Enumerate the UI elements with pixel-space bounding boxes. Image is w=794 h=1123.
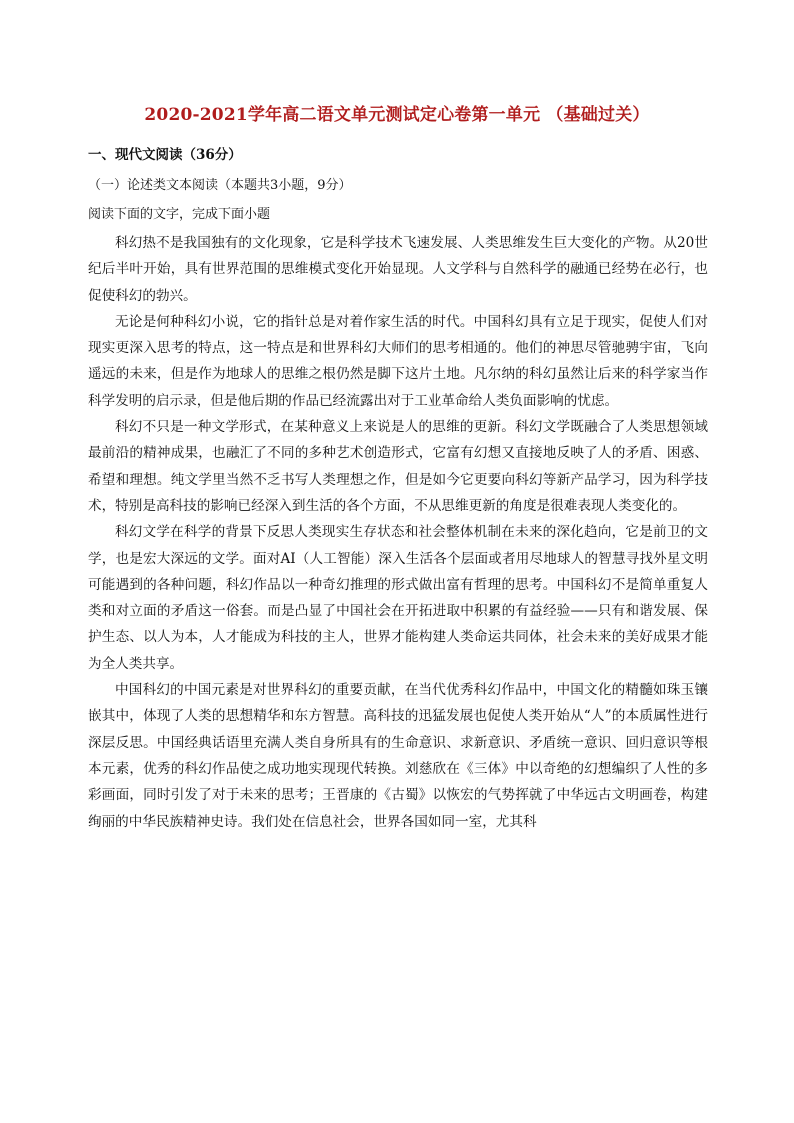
paragraph: 无论是何种科幻小说，它的指针总是对着作家生活的时代。中国科幻具有立足于现实，促使人们对现实更深入思考的特点，这一特点是和世界科幻大师们的思考相通的。他们的神思尽管驰骋宇宙，飞向遥远的未来，但是作为地球人的思维之根仍然是脚下这片土地。凡尔纳的科幻虽然让后来的科学家当作科学发明的启示录，但是他后期的作品已经流露出对于工业革命给人类负面影响的忧虑。 <box>88 313 708 409</box>
document-title: 2020-2021学年高二语文单元测试定心卷第一单元 （基础过关） <box>144 105 650 125</box>
paragraph: 科幻热不是我国独有的文化现象，它是科学技术飞速发展、人类思维发生巨大变化的产物。从20世纪后半叶开始，具有世界范围的思维模式变化开始显现。人文学科与自然科学的融通已经势在必行，也促使科幻的勃兴。 <box>88 235 708 304</box>
reading-instruction: 阅读下面的文字，完成下面小题 <box>88 207 271 222</box>
article-body <box>88 230 708 835</box>
sub-heading: （一）论述类文本阅读（本题共3小题，9分） <box>88 178 352 193</box>
section-heading: 一、现代文阅读（36分） <box>88 147 242 163</box>
paragraph: 科幻文学在科学的背景下反思人类现实生存状态和社会整体机制在未来的深化趋向，它是前卫的文学，也是宏大深远的文学。面对AI（人工智能）深入生活各个层面或者用尽地球人的智慧寻找外星文明可能遇到的各种问题，科幻作品以一种奇幻推理的形式做出富有哲理的思考。中国科幻不是简单重复人类和对立面的矛盾这一俗套。而是凸显了中国社会在开拓进取中积累的有益经验——只有和谐发展、保护生态、以人为本，人才能成为科技的主人，世界才能构建人类命运共同体，社会未来的美好成果才能为全人类共享。 <box>88 524 708 672</box>
paragraph: 科幻不只是一种文学形式，在某种意义上来说是人的思维的更新。科幻文学既融合了人类思想领域最前沿的精神成果，也融汇了不同的多种艺术创造形式，它富有幻想又直接地反映了人的矛盾、困惑、希望和理想。纯文学里当然不乏书写人类理想之作，但是如今它更要向科幻等新产品学习，因为科学技术，特别是高科技的影响已经深入到生活的各个方面，不从思维更新的角度是很难表现人类变化的。 <box>88 419 708 514</box>
paragraph: 中国科幻的中国元素是对世界科幻的重要贡献，在当代优秀科幻作品中，中国文化的精髓如珠玉镶嵌其中，体现了人类的思想精华和东方智慧。高科技的迅猛发展也促使人类开始从“人”的本质属性进行深层反思。中国经典话语里充满人类自身所具有的生命意识、求新意识、矛盾统一意识、回归意识等根本元素，优秀的科幻作品使之成功地实现现代转换。刘慈欣在《三体》中以奇绝的幻想编织了人性的多彩画面，同时引发了对于未来的思考；王晋康的《古蜀》以恢宏的气势挥就了中华远古文明画卷，构建绚丽的中华民族精神史诗。我们处在信息社会，世界各国如同一室，尤其科 <box>88 682 708 830</box>
